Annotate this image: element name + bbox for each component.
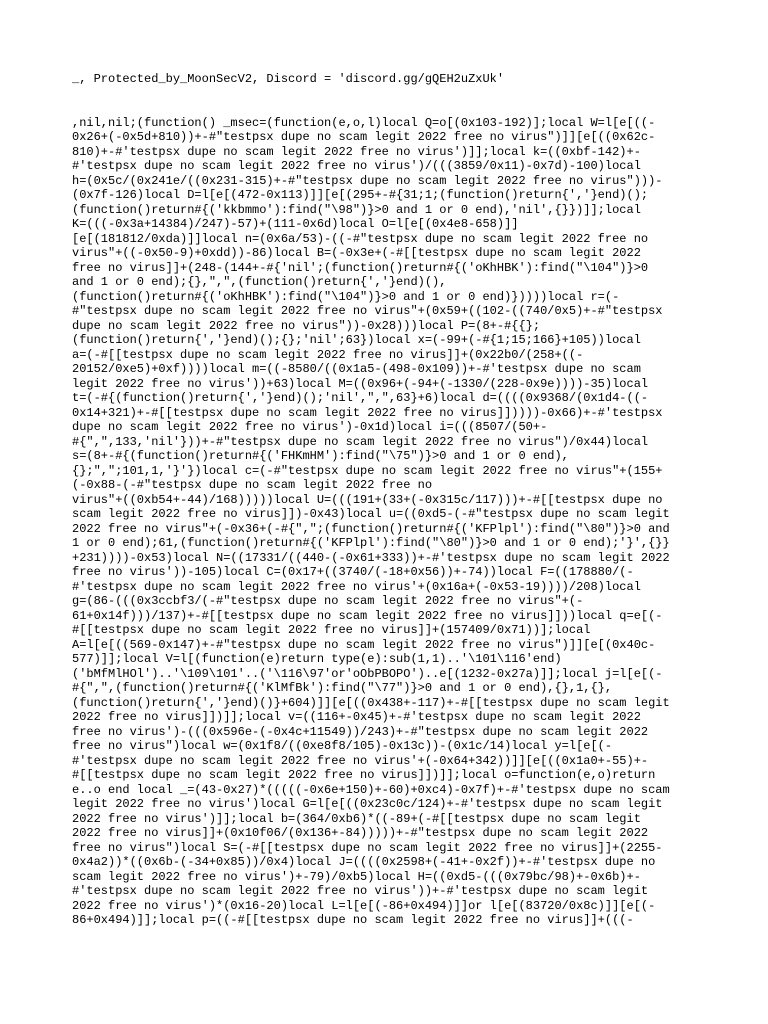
code-line: (function()return{','}end)();{};'nil';63})local x=(-99+(-#{1;15;166}+105))local	[72, 333, 641, 347]
code-line: virus"+((0xb54+-44)/168)))))local U=(((191+(33+(-0x315c/117)))+-#[[testpsx dupe no	[72, 492, 663, 507]
code-line: #{",",(function()return#{('KlMfBk'):find("\77")}>0 and 1 or 0 end),{},1,{},	[72, 681, 613, 695]
code-line: 2022 free no virus]])]];local v=((116+-0x45)+-#'testpsx dupe no scam legit 2022	[72, 710, 641, 724]
code-line: and 1 or 0 end);{},",",(function()return{','}end)(),	[72, 275, 447, 289]
code-line: 2022 free no virus]]+(0x10f06/(0x136+-84)))))+-#"testpsx dupe no scam legit 2022	[72, 826, 649, 840]
code-line: e..o end local _=(43-0x27)*(((((-0x6e+150)+-60)+0xc4)-0x7f)+-#'testpsx dupe no scam	[72, 782, 670, 797]
code-line: dupe no scam legit 2022 free no virus')-0x1d)local i=(((8507/(50+-	[72, 420, 548, 434]
code-line: free no virus'))-105)local C=(0x17+((3740/(-18+0x56))+-74))local F=((178880/(-	[72, 565, 634, 579]
code-line: 20152/0xe5)+0xf))))local m=((-8580/((0x1a5-(498-0x109))+-#'testpsx dupe no scam	[72, 362, 641, 376]
code-line: [e[(181812/0xda)]]local n=(0x6a/53)-((-#"testpsx dupe no scam legit 2022 free no	[72, 231, 649, 246]
code-line: a=(-#[[testpsx dupe no scam legit 2022 free no virus]]+(0x22b0/(258+((-	[72, 347, 584, 362]
code-line: (function()return{','}end)()}+604)]][e[((0x438+-117)+-#[[testpsx dupe no scam legit	[72, 695, 670, 710]
code-line: 61+0x14f)))/137)+-#[[testpsx dupe no scam legit 2022 free no virus]]))local q=e[(-	[72, 608, 663, 623]
code-line: g=(86-(((0x3ccbf3/(-#"testpsx dupe no scam legit 2022 free no virus"+(-	[72, 594, 584, 608]
code-line: scam legit 2022 free no virus]])-0x43)local u=((0xd5-(-#"testpsx dupe no scam legit	[72, 507, 670, 521]
code-line: 2022 free no virus"+(-0x36+(-#{",";(function()return#{('KFPlpl'):find("\80")}>0 and	[72, 521, 670, 536]
code-line: free no virus]]+(248-(144+-#{'nil';(function()return#{('oKhHBK'):find("\104")}>0	[72, 260, 649, 275]
code-line: A=l[e[((569-0x147)+-#"testpsx dupe no scam legit 2022 free no virus")]][e[(0x40c-	[72, 637, 656, 652]
code-line: scam legit 2022 free no virus')+-79)/0xb5)local H=((0xd5-(((0x79bc/98)+-0x6b)+-	[72, 869, 641, 884]
code-line: dupe no scam legit 2022 free no virus"))-0x28)))local P=(8+-#{{};	[72, 318, 541, 333]
code-line: 0x26+(-0x5d+810))+-#"testpsx dupe no scam legit 2022 free no virus")]][e[((0x62c-	[72, 130, 656, 144]
obfuscated-code-block	[72, 116, 704, 928]
code-line: #"testpsx dupe no scam legit 2022 free no virus"+(0x59+((102-((740/0x5)+-#"testpsx	[72, 304, 663, 318]
code-line: #'testpsx dupe no scam legit 2022 free no virus'))+-#'testpsx dupe no scam legit	[72, 884, 649, 898]
document-page	[72, 72, 704, 928]
code-line: #{",",133,'nil'}))+-#"testpsx dupe no scam legit 2022 free no virus")/0x44)local	[72, 434, 649, 449]
code-line: (-0x88-(-#"testpsx dupe no scam legit 2022 free no	[72, 478, 433, 492]
code-line: h=(0x5c/(0x241e/((0x231-315)+-#"testpsx dupe no scam legit 2022 free no virus")))-	[72, 173, 663, 188]
code-line: #[[testpsx dupe no scam legit 2022 free no virus]])]];local o=function(e,o)return	[72, 768, 656, 782]
code-line: free no virus")local S=(-#[[testpsx dupe no scam legit 2022 free no virus]]+(2255-	[72, 840, 663, 855]
code-line: (function()return#{('kkbmmo'):find("\98")}>0 and 1 or 0 end),'nil',{}})]];local	[72, 202, 641, 217]
document-header: _, Protected_by_MoonSecV2, Discord = 'discord.gg/gQEH2uZxUk'	[72, 72, 505, 86]
code-line: 2022 free no virus')]];local b=(364/0xb6)*((-89+(-#[[testpsx dupe no scam legit	[72, 811, 641, 826]
code-line: 810)+-#'testpsx dupe no scam legit 2022 free no virus')]];local k=((0xbf-142)+-	[72, 144, 641, 159]
code-line: 1 or 0 end);61,(function()return#{('KFPlpl'):find("\80")}>0 and 1 or 0 end);'}',{}}	[72, 536, 670, 550]
code-line: #'testpsx dupe no scam legit 2022 free no virus')/(((3859/0x11)-0x7d)-100)local	[72, 159, 641, 173]
code-line: {};",";101,1,'}'})local c=(-#"testpsx dupe no scam legit 2022 free no virus"+(155+	[72, 463, 663, 478]
code-line: t=(-#{(function()return{','}end)();'nil',",",63}+6)local d=((((0x9368/(0x1d4-((-	[72, 391, 649, 405]
code-line: 0x4a2))*((0x6b-(-34+0x85))/0x4)local J=((((0x2598+(-41+-0x2f))+-#'testpsx dupe no	[72, 855, 656, 869]
code-line: virus"+((-0x50-9)+0xdd))-86)local B=(-0x3e+(-#[[testpsx dupe no scam legit 2022	[72, 246, 641, 260]
code-line: free no virus")local w=(0x1f8/((0xe8f8/105)-0x13c))-(0x1c/14)local y=l[e[(-	[72, 739, 613, 753]
code-line: ('bMfMlHOl')..'\109\101'..('\116\97'or'oObPBOPO')..e[(1232-0x27a)]];local j=l[e[(-	[72, 666, 663, 681]
code-line: #[[testpsx dupe no scam legit 2022 free no virus]]+(157409/0x71))];local	[72, 623, 591, 637]
code-line: #'testpsx dupe no scam legit 2022 free no virus'+(0x16a+(-0x53-19))))/208)local	[72, 579, 641, 594]
code-line: 577)]];local V=l[(function(e)return type(e):sub(1,1)..'\101\116'end)	[72, 652, 562, 666]
code-line: 2022 free no virus')*(0x16-20)local L=l[e[(-86+0x494)]]or l[e[(83720/0x8c)]][e[(-	[72, 898, 656, 913]
code-line: s=(8+-#{(function()return#{('FHKmHM'):find("\75")}>0 and 1 or 0 end),	[72, 449, 569, 463]
code-line: #'testpsx dupe no scam legit 2022 free no virus'+(-0x64+342))]][e[((0x1a0+-55)+-	[72, 753, 649, 768]
code-line: free no virus')-(((0x596e-(-0x4c+11549))/243)+-#"testpsx dupe no scam legit 2022	[72, 724, 649, 739]
code-line: 86+0x494)]];local p=((-#[[testpsx dupe no scam legit 2022 free no virus]]+(((-	[72, 913, 634, 927]
code-line: K=(((-0x3a+14384)/247)-57)+(111-0x6d)local O=l[e[(0x4e8-658)]]	[72, 217, 519, 231]
code-line: 0x14+321)+-#[[testpsx dupe no scam legit 2022 free no virus]]))))-0x66)+-#'testpsx	[72, 405, 663, 420]
code-line: (function()return#{('oKhHBK'):find("\104")}>0 and 1 or 0 end)}))))local r=(-	[72, 289, 620, 304]
code-line: legit 2022 free no virus')local G=l[e[((0x23c0c/124)+-#'testpsx dupe no scam legit	[72, 797, 663, 811]
code-line: ,nil,nil;(function() _msec=(function(e,o,l)local Q=o[(0x103-192)];local W=l[e[((-	[72, 115, 656, 130]
code-line: legit 2022 free no virus'))+63)local M=((0x96+(-94+(-1330/(228-0x9e))))-35)local	[72, 376, 649, 391]
code-line: (0x7f-126)local D=l[e[(472-0x113)]][e[(295+-#{31;1;(function()return{','}end)();	[72, 188, 649, 202]
code-line: +231))))-0x53)local N=((17331/((440-(-0x61+333))+-#'testpsx dupe no scam legit 2022	[72, 550, 670, 565]
